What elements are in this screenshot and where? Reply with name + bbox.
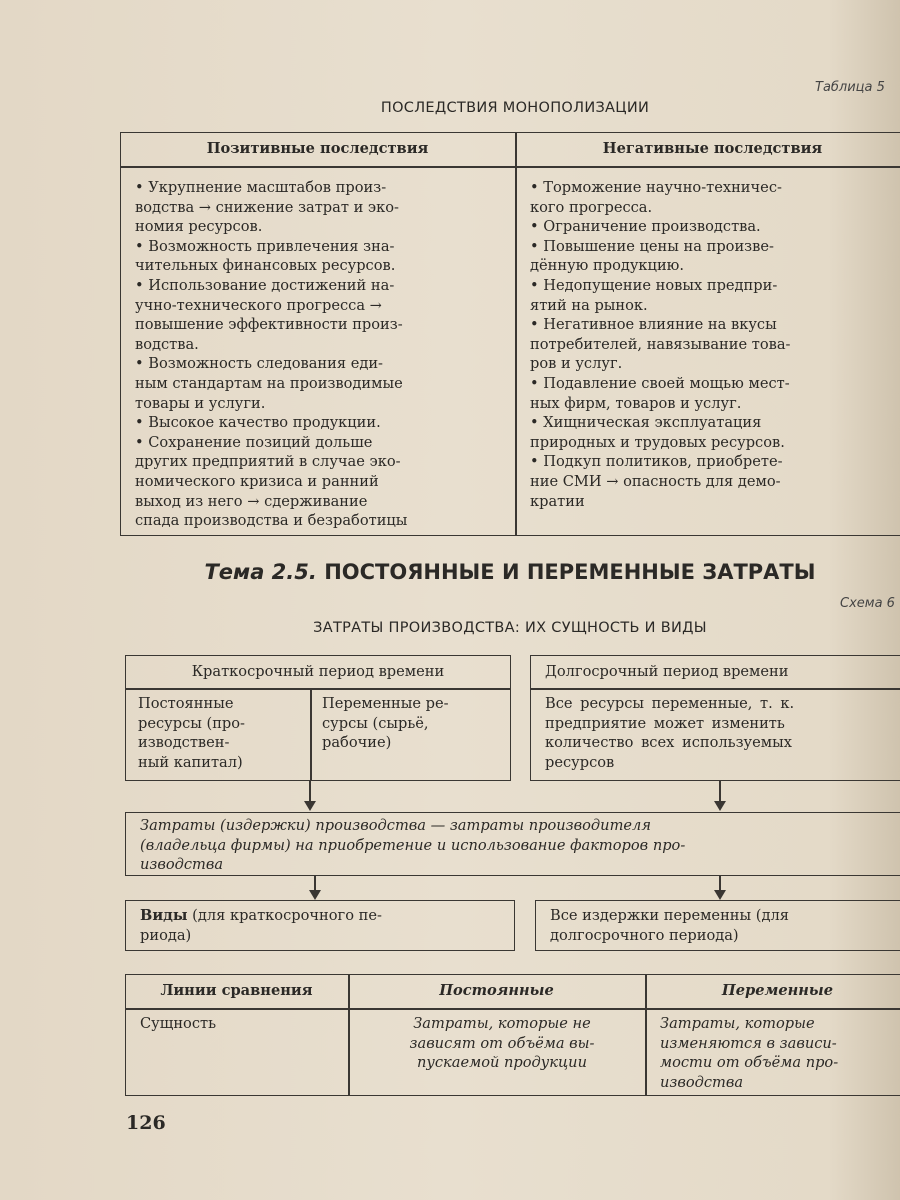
arrow-down-icon: [714, 801, 726, 811]
section-title: ПОСТОЯННЫЕ И ПЕРЕМЕННЫЕ ЗАТРАТЫ: [324, 560, 816, 584]
header-negative: Негативные последствия: [602, 140, 823, 157]
section-prefix: Тема 2.5.: [204, 560, 317, 584]
types-short-text: (для краткосрочного пе- риода): [140, 907, 382, 944]
header-variable: Переменные: [721, 982, 834, 999]
section-heading: [110, 560, 900, 584]
arrow-down-icon: [304, 801, 316, 811]
short-term-header: Краткосрочный период времени: [191, 663, 445, 680]
variable-definition: Затраты, которые изменяются в зависи- мости от объёма про- изводства: [660, 1015, 839, 1091]
negative-consequences: • Торможение научно-техничес- кого прогресса. • Ограничение производства. • Повышение цены на произве- дённую продукцию. • Недопущение новых предпри- ятий на рынок. • Негативное влияние на вкусы потребителей, навязывание това- ров и услуг. • Подавление своей мощью мест- ных фирм, товаров и услуг. • Хищническая эксплуатация природных и трудовых ресурсов. • Подкуп политиков, приобрете- ние СМИ → опасность для демо- кратии: [530, 179, 791, 510]
row-label: Сущность: [140, 1015, 217, 1032]
long-term-text: Все ресурсы переменные, т. к. предприятие может изменить количество всех используемых ресурсов: [545, 695, 795, 771]
page-number: 126: [126, 1112, 166, 1134]
variable-resources: Переменные ре- сурсы (сырьё, рабочие): [322, 695, 449, 752]
table-title: ПОСЛЕДСТВИЯ МОНОПОЛИЗАЦИИ: [380, 100, 650, 116]
scheme-title: ЗАТРАТЫ ПРОИЗВОДСТВА: ИХ СУЩНОСТЬ И ВИДЫ: [313, 620, 707, 636]
header-fixed: Постоянные: [439, 982, 554, 999]
arrow-down-icon: [309, 890, 321, 900]
header-positive: Позитивные последствия: [206, 140, 429, 157]
long-term-header: Долгосрочный период времени: [545, 663, 789, 680]
types-long-term: Все издержки переменны (для долгосрочного периода): [550, 907, 789, 944]
arrow-down-icon: [714, 890, 726, 900]
types-bold: Виды: [140, 907, 188, 924]
fixed-resources: Постоянные ресурсы (про- изводствен- ный капитал): [138, 695, 245, 771]
scheme-number-label: Схема 6: [840, 596, 895, 611]
header-comparison-lines: Линии сравнения: [160, 982, 313, 999]
types-short-term: [140, 906, 382, 945]
costs-definition: Затраты (издержки) производства — затраты производителя (владельца фирмы) на приобретение и использование факторов про- изводства: [140, 817, 686, 874]
positive-consequences: • Укрупнение масштабов произ- водства → снижение затрат и эко- номия ресурсов. • Возможность привлечения зна- чительных финансовых ресурсов. • Использование достижений на- учно-технического прогресса → повышение эффективности произ- водства. • Возможность следования еди- ным стандартам на производимые товары и услуги. • Высокое качество продукции. • Сохранение позиций дольше других предприятий в случае эко- номического кризиса и ранний выход из него → сдерживание спада производства и безработицы: [135, 179, 408, 530]
table-number-label: Таблица 5: [815, 80, 885, 95]
fixed-definition: Затраты, которые не зависят от объёма вы- пускаемой продукции: [409, 1015, 595, 1072]
